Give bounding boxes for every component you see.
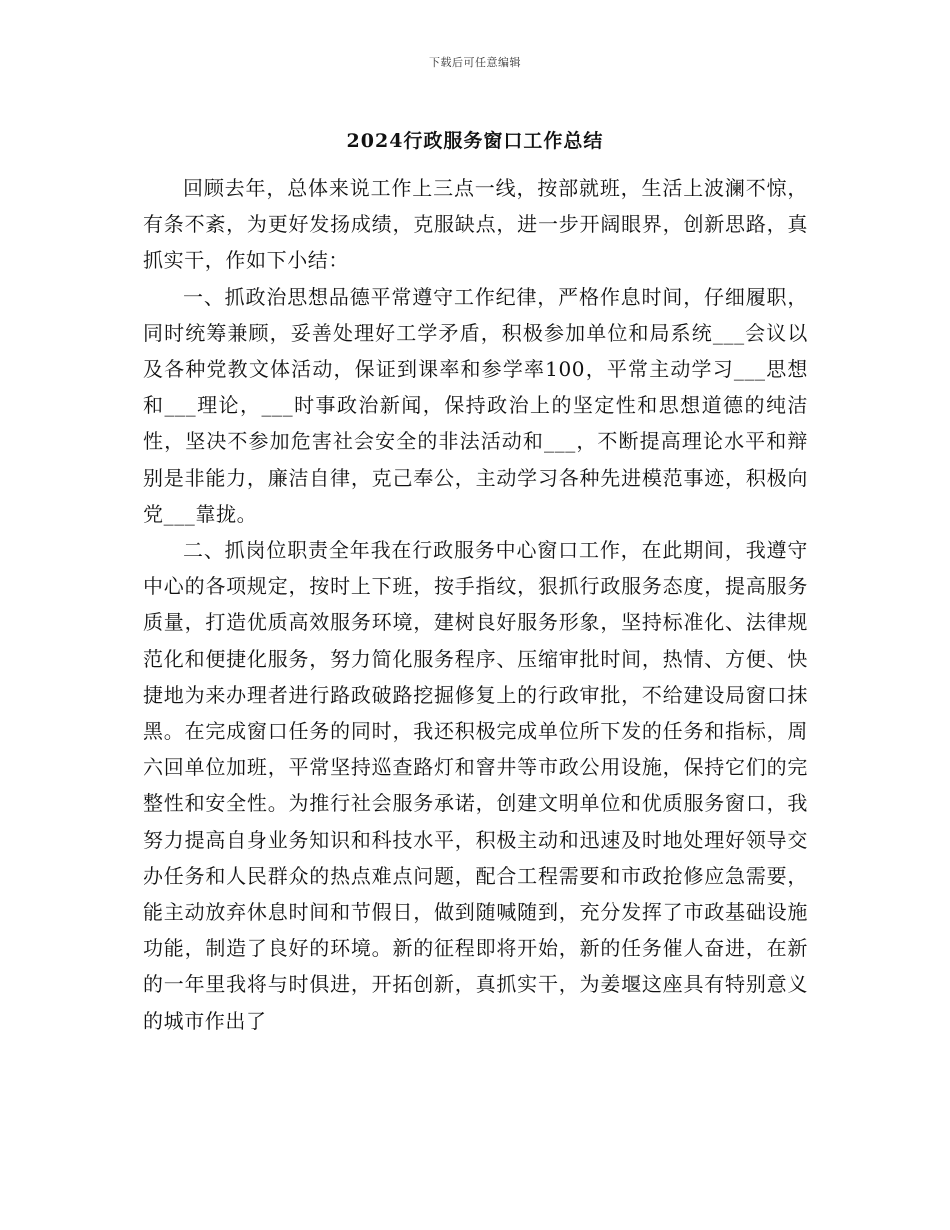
header-note: 下载后可任意编辑 <box>429 56 521 69</box>
paragraph-job-duties: 二、抓岗位职责全年我在行政服务中心窗口工作，在此期间，我遵守中心的各项规定，按时上下班，按手指纹，狠抓行政服务态度，提高服务质量，打造优质高效服务环境，建树良好服务形象，坚持标准化、法律规范化和便捷化服务，努力简化服务程序、压缩审批时间，热情、方便、快捷地为来办理者进行路政破路挖掘修复上的行政审批，不给建设局窗口抹黑。在完成窗口任务的同时，我还积极完成单位所下发的任务和指标，周六回单位加班，平常坚持巡查路灯和窨井等市政公用设施，保持它们的完整性和安全性。为推行社会服务承诺，创建文明单位和优质服务窗口，我努力提高自身业务知识和科技水平，积极主动和迅速及时地处理好领导交办任务和人民群众的热点难点问题，配合工程需要和市政抢修应急需要，能主动放弃休息时间和节假日，做到随喊随到，充分发挥了市政基础设施功能，制造了良好的环境。新的征程即将开始，新的任务催人奋进，在新的一年里我将与时俱进，开拓创新，真抓实干，为姜堰这座具有特别意义的城市作出了 <box>143 538 808 1033</box>
document-body <box>143 170 808 1039</box>
paragraph-political-thought: 一、抓政治思想品德平常遵守工作纪律，严格作息时间，仔细履职，同时统筹兼顾，妥善处理好工学矛盾，积极参加单位和局系统___会议以及各种党教文体活动，保证到课率和参学率100，平常主动学习___思想和___理论，___时事政治新闻，保持政治上的坚定性和思想道德的纯洁性，坚决不参加危害社会安全的非法活动和___，不断提高理论水平和辩别是非能力，廉洁自律，克己奉公，主动学习各种先进模范事迹，积极向党___靠拢。 <box>143 284 808 526</box>
paragraph-intro: 回顾去年，总体来说工作上三点一线，按部就班，生活上波澜不惊，有条不紊，为更好发扬成绩，克服缺点，进一步开阔眼界，创新思路，真抓实干，作如下小结： <box>143 176 808 273</box>
page-title: 2024行政服务窗口工作总结 <box>346 130 604 152</box>
